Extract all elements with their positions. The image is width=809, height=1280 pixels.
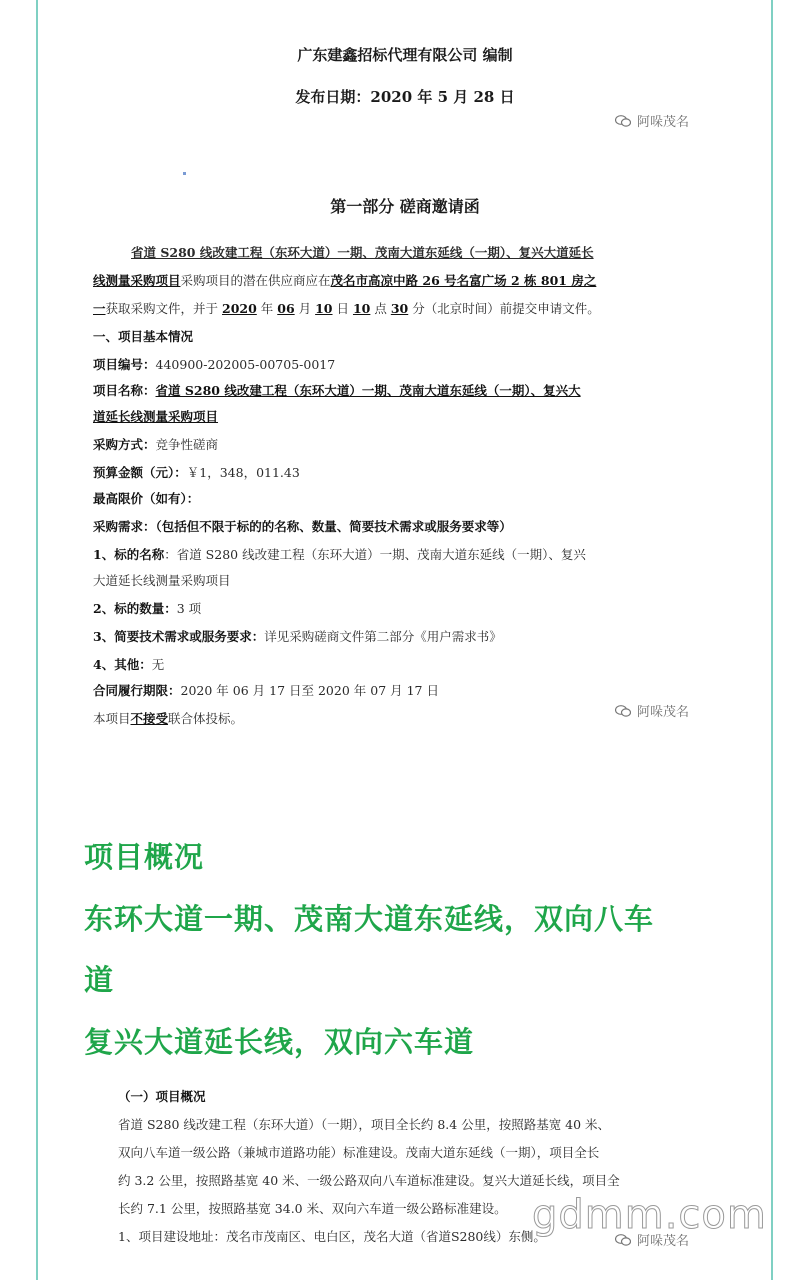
overview-line-5: 1、项目建设地址：茂名市茂南区、电白区，茂名大道（省道S280线）东侧。 — [118, 1229, 546, 1244]
item-3: 3、简要技术需求或服务要求：详见采购磋商文件第二部分《用户需求书》 — [93, 629, 502, 644]
left-border-line — [36, 0, 38, 1280]
item-1-line-2: 大道延长线测量采购项目 — [93, 573, 231, 588]
overview-line-4: 长约 7.1 公里，按照路基宽 34.0 米、双向六车道一级公路标准建设。 — [118, 1201, 507, 1216]
watermark-text: 阿哚茂名 — [637, 1234, 690, 1249]
project-name-line-2: 道延长线测量采购项目 — [93, 409, 219, 424]
project-code: 项目编号：440900-202005-00705-0017 — [93, 357, 336, 372]
watermark-bottom — [615, 1230, 689, 1249]
max-price: 最高限价（如有）： — [93, 491, 200, 506]
overview-line-1: 省道 S280 线改建工程（东环大道）（一期），项目全长约 8.4 公里，按照路基宽 40 米、 — [118, 1117, 611, 1132]
highlight-line-1: 东环大道一期、茂南大道东延线，双向八车 — [84, 902, 655, 936]
contract-period: 合同履行期限：2020 年 06 月 17 日至 2020 年 07 月 17 日 — [93, 683, 439, 698]
overview-line-2: 双向八车道一级公路（兼城市道路功能）标准建设。茂南大道东延线（一期），项目全长 — [118, 1145, 600, 1160]
overview-heading: （一）项目概况 — [118, 1089, 206, 1104]
consortium-note: 本项目不接受联合体投标。 — [93, 711, 244, 726]
right-border-line — [771, 0, 773, 1280]
item-2: 2、标的数量：3 项 — [93, 601, 202, 616]
part-title: 第一部分 磋商邀请函 — [330, 197, 480, 216]
wechat-icon — [615, 705, 631, 717]
intro-line-3: 一获取采购文件，并于 2020 年 06 月 10 日 10 点 30 分（北京时间）前提交申请文件。 — [93, 301, 600, 316]
project-name-line-1: 项目名称：省道 S280 线改建工程（东环大道）一期、茂南大道东延线（一期）、复兴大 — [93, 383, 581, 398]
item-1-line-1: 1、标的名称：省道 S280 线改建工程（东环大道）一期、茂南大道东延线（一期）、复兴 — [93, 547, 586, 562]
watermark-text: 阿哚茂名 — [637, 115, 690, 130]
watermark-middle — [615, 701, 689, 720]
scan-dot — [183, 172, 186, 175]
watermark-top — [615, 111, 689, 130]
section1-heading: 一、项目基本情况 — [93, 329, 194, 344]
watermark-text: 阿哚茂名 — [637, 705, 690, 720]
highlight-line-2: 道 — [84, 963, 115, 997]
item-4: 4、其他：无 — [93, 657, 165, 672]
procurement-method: 采购方式：竞争性磋商 — [93, 437, 219, 452]
procurement-requirement: 采购需求：（包括但不限于标的的名称、数量、简要技术需求或服务要求等） — [93, 519, 512, 534]
agency-line: 广东建鑫招标代理有限公司 编制 — [297, 46, 513, 64]
site-watermark: gdmm.com — [532, 1192, 767, 1238]
budget-amount: 预算金额（元）：￥1，348，011.43 — [93, 465, 300, 480]
highlight-title: 项目概况 — [84, 840, 205, 874]
intro-line-2: 线测量采购项目采购项目的潜在供应商应在茂名市高凉中路 26 号名富广场 2 栋 801 房之 — [93, 273, 597, 288]
highlight-line-3: 复兴大道延长线，双向六车道 — [84, 1025, 475, 1059]
wechat-icon — [615, 115, 631, 127]
publish-date: 发布日期：2020 年 5 月 28 日 — [295, 88, 515, 106]
overview-line-3: 约 3.2 公里，按照路基宽 40 米、一级公路双向八车道标准建设。复兴大道延长线，项目全 — [118, 1173, 620, 1188]
intro-line-1: 省道 S280 线改建工程（东环大道）一期、茂南大道东延线（一期）、复兴大道延长 — [131, 245, 594, 260]
wechat-icon — [615, 1234, 631, 1246]
